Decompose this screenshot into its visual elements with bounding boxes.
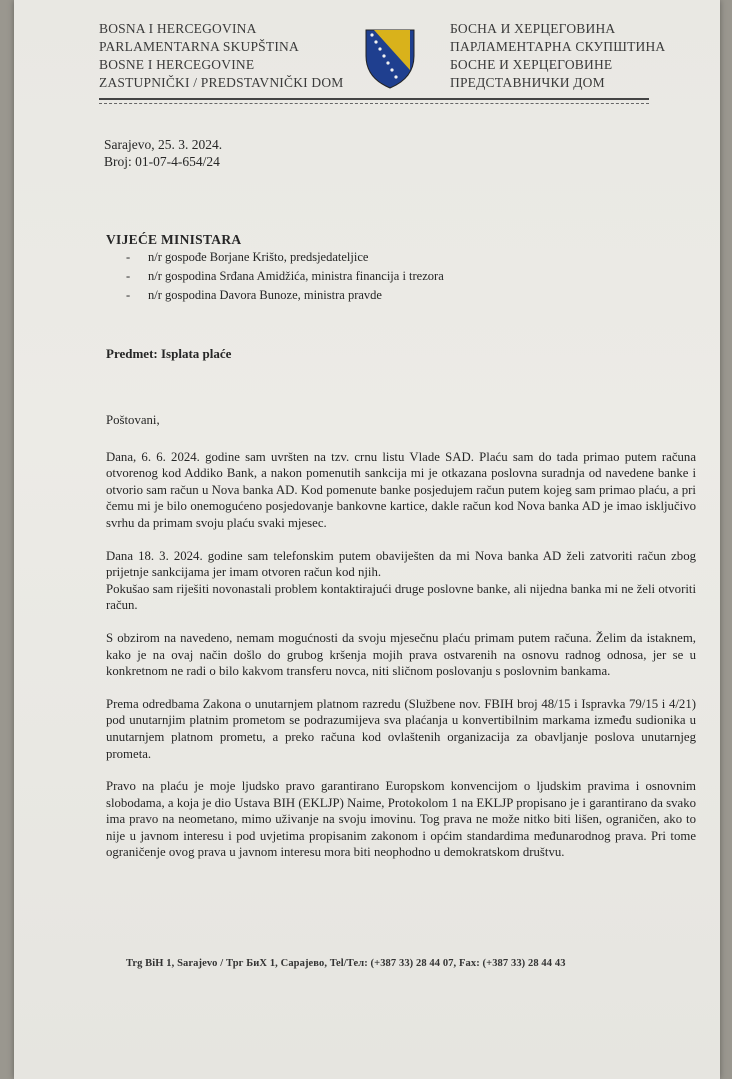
list-item — [126, 267, 444, 286]
bullet-icon: - — [126, 288, 131, 302]
letter-body — [106, 412, 696, 877]
recipient-name: n/r gospodina Srđana Amidžića, ministra financija i trezora — [148, 269, 444, 283]
header-line: PARLAMENTARNA SKUPŠTINA — [99, 39, 299, 54]
header-divider-dashed — [99, 103, 649, 104]
body-paragraph: Dana 18. 3. 2024. godine sam telefonskim putem obaviješten da mi Nova banka AD želi zatvoriti račun zbog prijetnje sankcijama jer imam otvoren račun kod njih. — [106, 548, 696, 580]
header-line: BOSNE I HERCEGOVINE — [99, 57, 255, 72]
recipient-name: n/r gospodina Davora Bunoze, ministra pravde — [148, 288, 382, 302]
coat-of-arms-icon — [362, 26, 418, 90]
place-date: Sarajevo, 25. 3. 2024. — [104, 137, 223, 152]
body-paragraph: S obzirom na navedeno, nemam mogućnosti da svoju mjesečnu plaću primam putem računa. Želim da istaknem, kako je na ovaj način došlo do grubog kršenja mojih prava ostvarenih na osnovu radnog odnosa, jer se u konkretnom ne radi o bilo kakvom transferu novca, niti sličnom poslovanju s poslovnim bankama. — [106, 630, 696, 679]
recipient-title: VIJEĆE MINISTARA — [106, 232, 242, 247]
header-cyrillic — [450, 20, 665, 92]
header-line: БОСНА И ХЕРЦЕГОВИНА — [450, 21, 616, 36]
header-line: BOSNA I HERCEGOVINA — [99, 21, 257, 36]
body-paragraph: Prema odredbama Zakona o unutarnjem platnom razredu (Službene nov. FBIH broj 48/15 i Ispravka 79/15 i 4/21) pod unutarnjim platnim prometom se podrazumijeva sva plaćanja u konvertibilnim markama između sudionika u unutarnjem platnom prometu, a preko računa kod ovlaštenih organizacija za obavljanje poslova unutarnjeg prometa. — [106, 696, 696, 761]
bullet-icon: - — [126, 250, 131, 264]
header-line: ZASTUPNIČKI / PREDSTAVNIČKI DOM — [99, 75, 344, 90]
body-paragraph: Dana, 6. 6. 2024. godine sam uvršten na tzv. crnu listu Vlade SAD. Plaću sam do tada primao putem računa otvorenog kod Addiko Bank, a nakon pomenutih sankcija mi je otkazana poslovna suradnja od navedene banke i otvorio sam račun u Nova banka AD. Kod pomenute banke posjedujem račun putem kojeg sam primao plaću, a pri čemu mi je bilo onemogućeno posjedovanje bankovne kartice, dakle račun kod Nova banka AD je imao isključivo svrhu da primam svoju plaću svaki mjesec. — [106, 449, 696, 530]
header-latin — [99, 20, 344, 92]
subject-line: Predmet: Isplata plaće — [106, 346, 232, 361]
bullet-icon: - — [126, 269, 131, 283]
letter-page — [14, 0, 720, 1079]
recipient-list — [126, 248, 444, 305]
body-paragraph: Pravo na plaću je moje ljudsko pravo garantirano Europskom konvencijom o ljudskim pravima i osnovnim slobodama, a koja je dio Ustava BIH (EKLJP) Naime, Protokolom 1 na EKLJP propisano je i garantirano da svako ima pravo na neometano, mimo uživanje na svoju imovinu. Tog prava ne može nitko biti lišen, ograničen, ako to nije u javnom interesu i pod uvjetima propisanim zakonom i općim standardima međunarodnog prava. Pri tome ograničenje ovog prava u javnom interesu mora biti neophodno u demokratskom društvu. — [106, 779, 696, 860]
recipient-name: n/r gospođe Borjane Krišto, predsjedateljice — [148, 250, 369, 264]
letter-meta — [104, 136, 222, 170]
list-item — [126, 248, 444, 267]
body-paragraph: Pokušao sam riješiti novonastali problem kontaktirajući druge poslovne banke, ali nijedna banka mi ne želi otvoriti račun. — [106, 581, 696, 613]
list-item — [126, 286, 444, 305]
greeting: Poštovani, — [106, 413, 160, 427]
header-line: БОСНЕ И ХЕРЦЕГОВИНЕ — [450, 57, 613, 72]
header-line: ПРЕДСТАВНИЧКИ ДОМ — [450, 75, 605, 90]
reference-number: Broj: 01-07-4-654/24 — [104, 154, 220, 169]
header-line: ПАРЛАМЕНТАРНА СКУПШТИНА — [450, 39, 666, 54]
header-divider — [99, 98, 649, 100]
footer-address: Trg BiH 1, Sarajevo / Трг БиХ 1, Сарајево, Tel/Тел: (+387 33) 28 44 07, Fax: (+387 33) 28 44 43 — [126, 958, 566, 969]
